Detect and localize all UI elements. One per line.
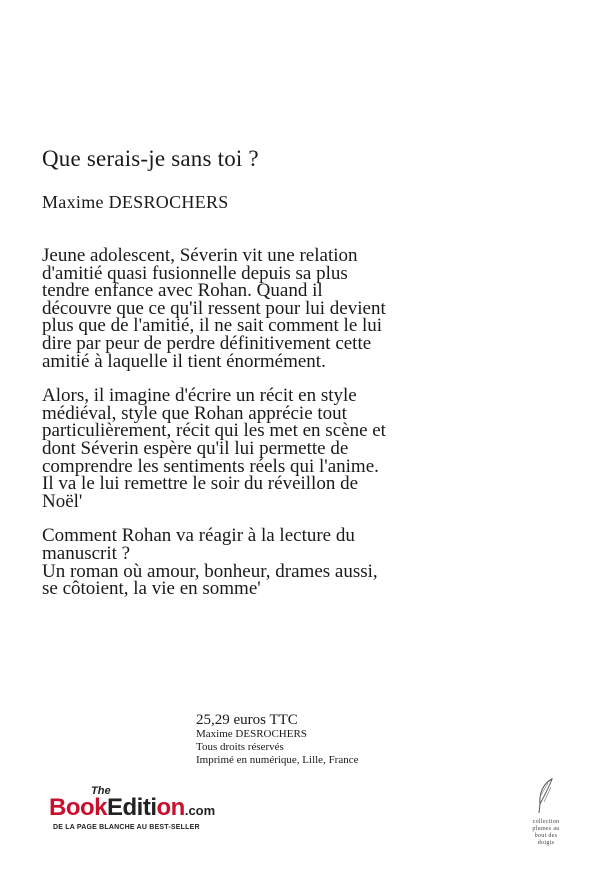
collection-line: bout des [534,833,558,839]
imprint-printing: Imprimé en numérique, Lille, France [196,754,359,766]
imprint [196,712,359,767]
summary-paragraph-3 [42,525,462,600]
logo-tagline: DE LA PAGE BLANCHE AU BEST-SELLER [53,824,200,831]
summary-line: dont Séverin espère qu'il lui permette de [42,437,349,459]
collection-mark [524,778,568,847]
quill-icon [535,778,557,814]
summary-line: amitié à laquelle il tient énormément. [42,350,326,372]
summary-line: plus que de l'amitié, il ne sait comment le lui [42,315,383,337]
summary-line: se côtoient, la vie en somme' [42,578,261,600]
collection-line: collection [532,819,560,825]
summary-line: manuscrit ? [42,542,131,564]
summary-line: Comment Rohan va réagir à la lecture du [42,525,355,547]
summary-line: Il va le lui remettre le soir du réveillon de [42,473,359,495]
summary-line: comprendre les sentiments réels qui l'anime. [42,455,379,477]
summary-paragraph-2 [42,387,462,510]
summary-line: tendre enfance avec Rohan. Quand il [42,280,323,302]
price: 25,29 euros TTC [196,712,298,728]
imprint-rights: Tous droits réservés [196,741,284,753]
collection-line: plumes au [532,826,560,832]
summary-line: Alors, il imagine d'écrire un récit en style [42,385,357,407]
summary-line: découvre que ce qu'il ressent pour lui devient [42,297,386,319]
summary-line: Un roman où amour, bonheur, drames aussi, [42,560,378,582]
book-title: Que serais-je sans toi ? [42,146,259,171]
logo-the: The [91,785,111,797]
summary-line: dire par peur de perdre définitivement cette [42,332,372,354]
summary-line: Noël' [42,490,83,512]
book-author: Maxime DESROCHERS [42,192,229,212]
collection-line: doigts [537,840,555,846]
summary-paragraph-1 [42,247,462,370]
summary [42,247,462,615]
logo-wordmark: BookEdition.com [49,794,216,821]
summary-line: Jeune adolescent, Séverin vit une relation [42,245,358,266]
imprint-author: Maxime DESROCHERS [196,728,307,740]
summary-line: médiéval, style que Rohan apprécie tout [42,402,347,424]
summary-line: d'amitié quasi fusionnelle depuis sa plus [42,262,348,284]
summary-line: particulièrement, récit qui les met en scène et [42,420,386,442]
